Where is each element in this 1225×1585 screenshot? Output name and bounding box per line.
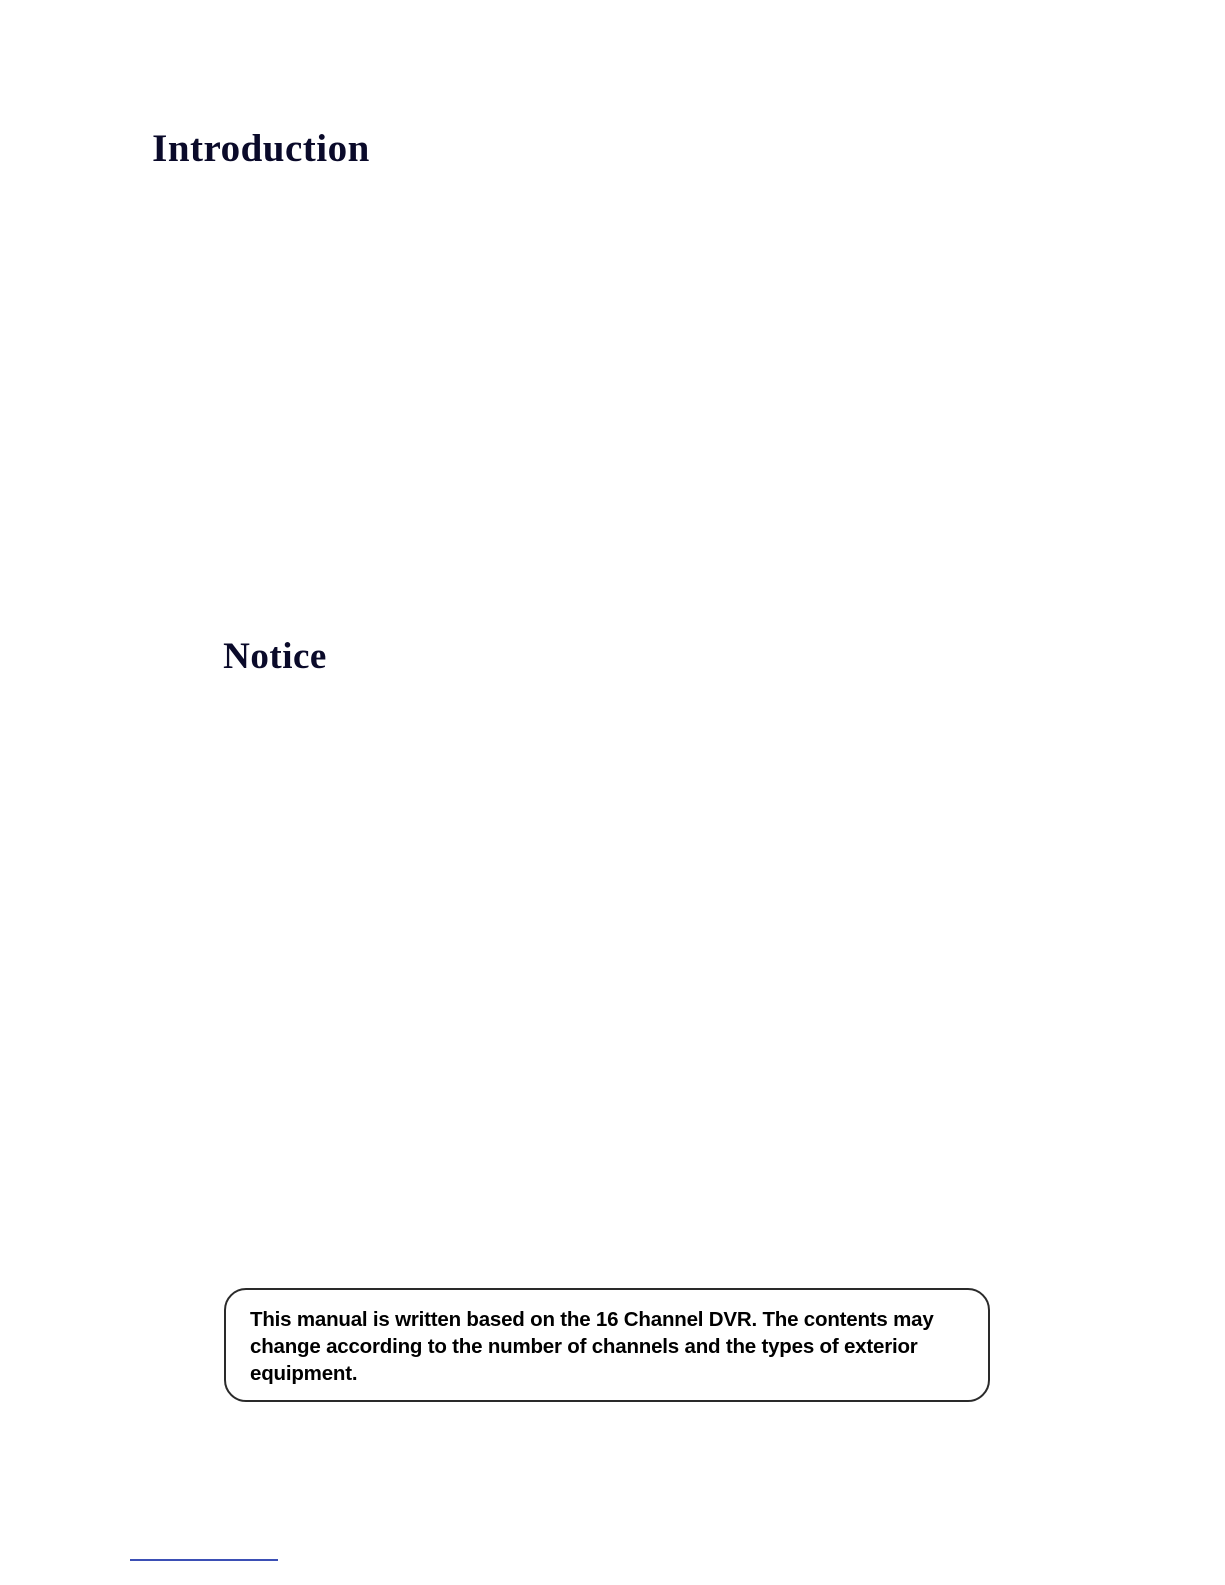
section-heading-notice-label: Notice: [223, 635, 327, 677]
section-heading-introduction: [105, 112, 417, 185]
section-heading-notice: [105, 620, 445, 692]
note-callout-text: This manual is written based on the 16 Channel DVR. The contents may change according to the number of channels and the types of exterior equipment.: [250, 1308, 934, 1386]
footer-link-underline[interactable]: [130, 1556, 278, 1561]
section-heading-introduction-label: Introduction: [152, 127, 370, 170]
note-callout-box: [224, 1288, 990, 1402]
